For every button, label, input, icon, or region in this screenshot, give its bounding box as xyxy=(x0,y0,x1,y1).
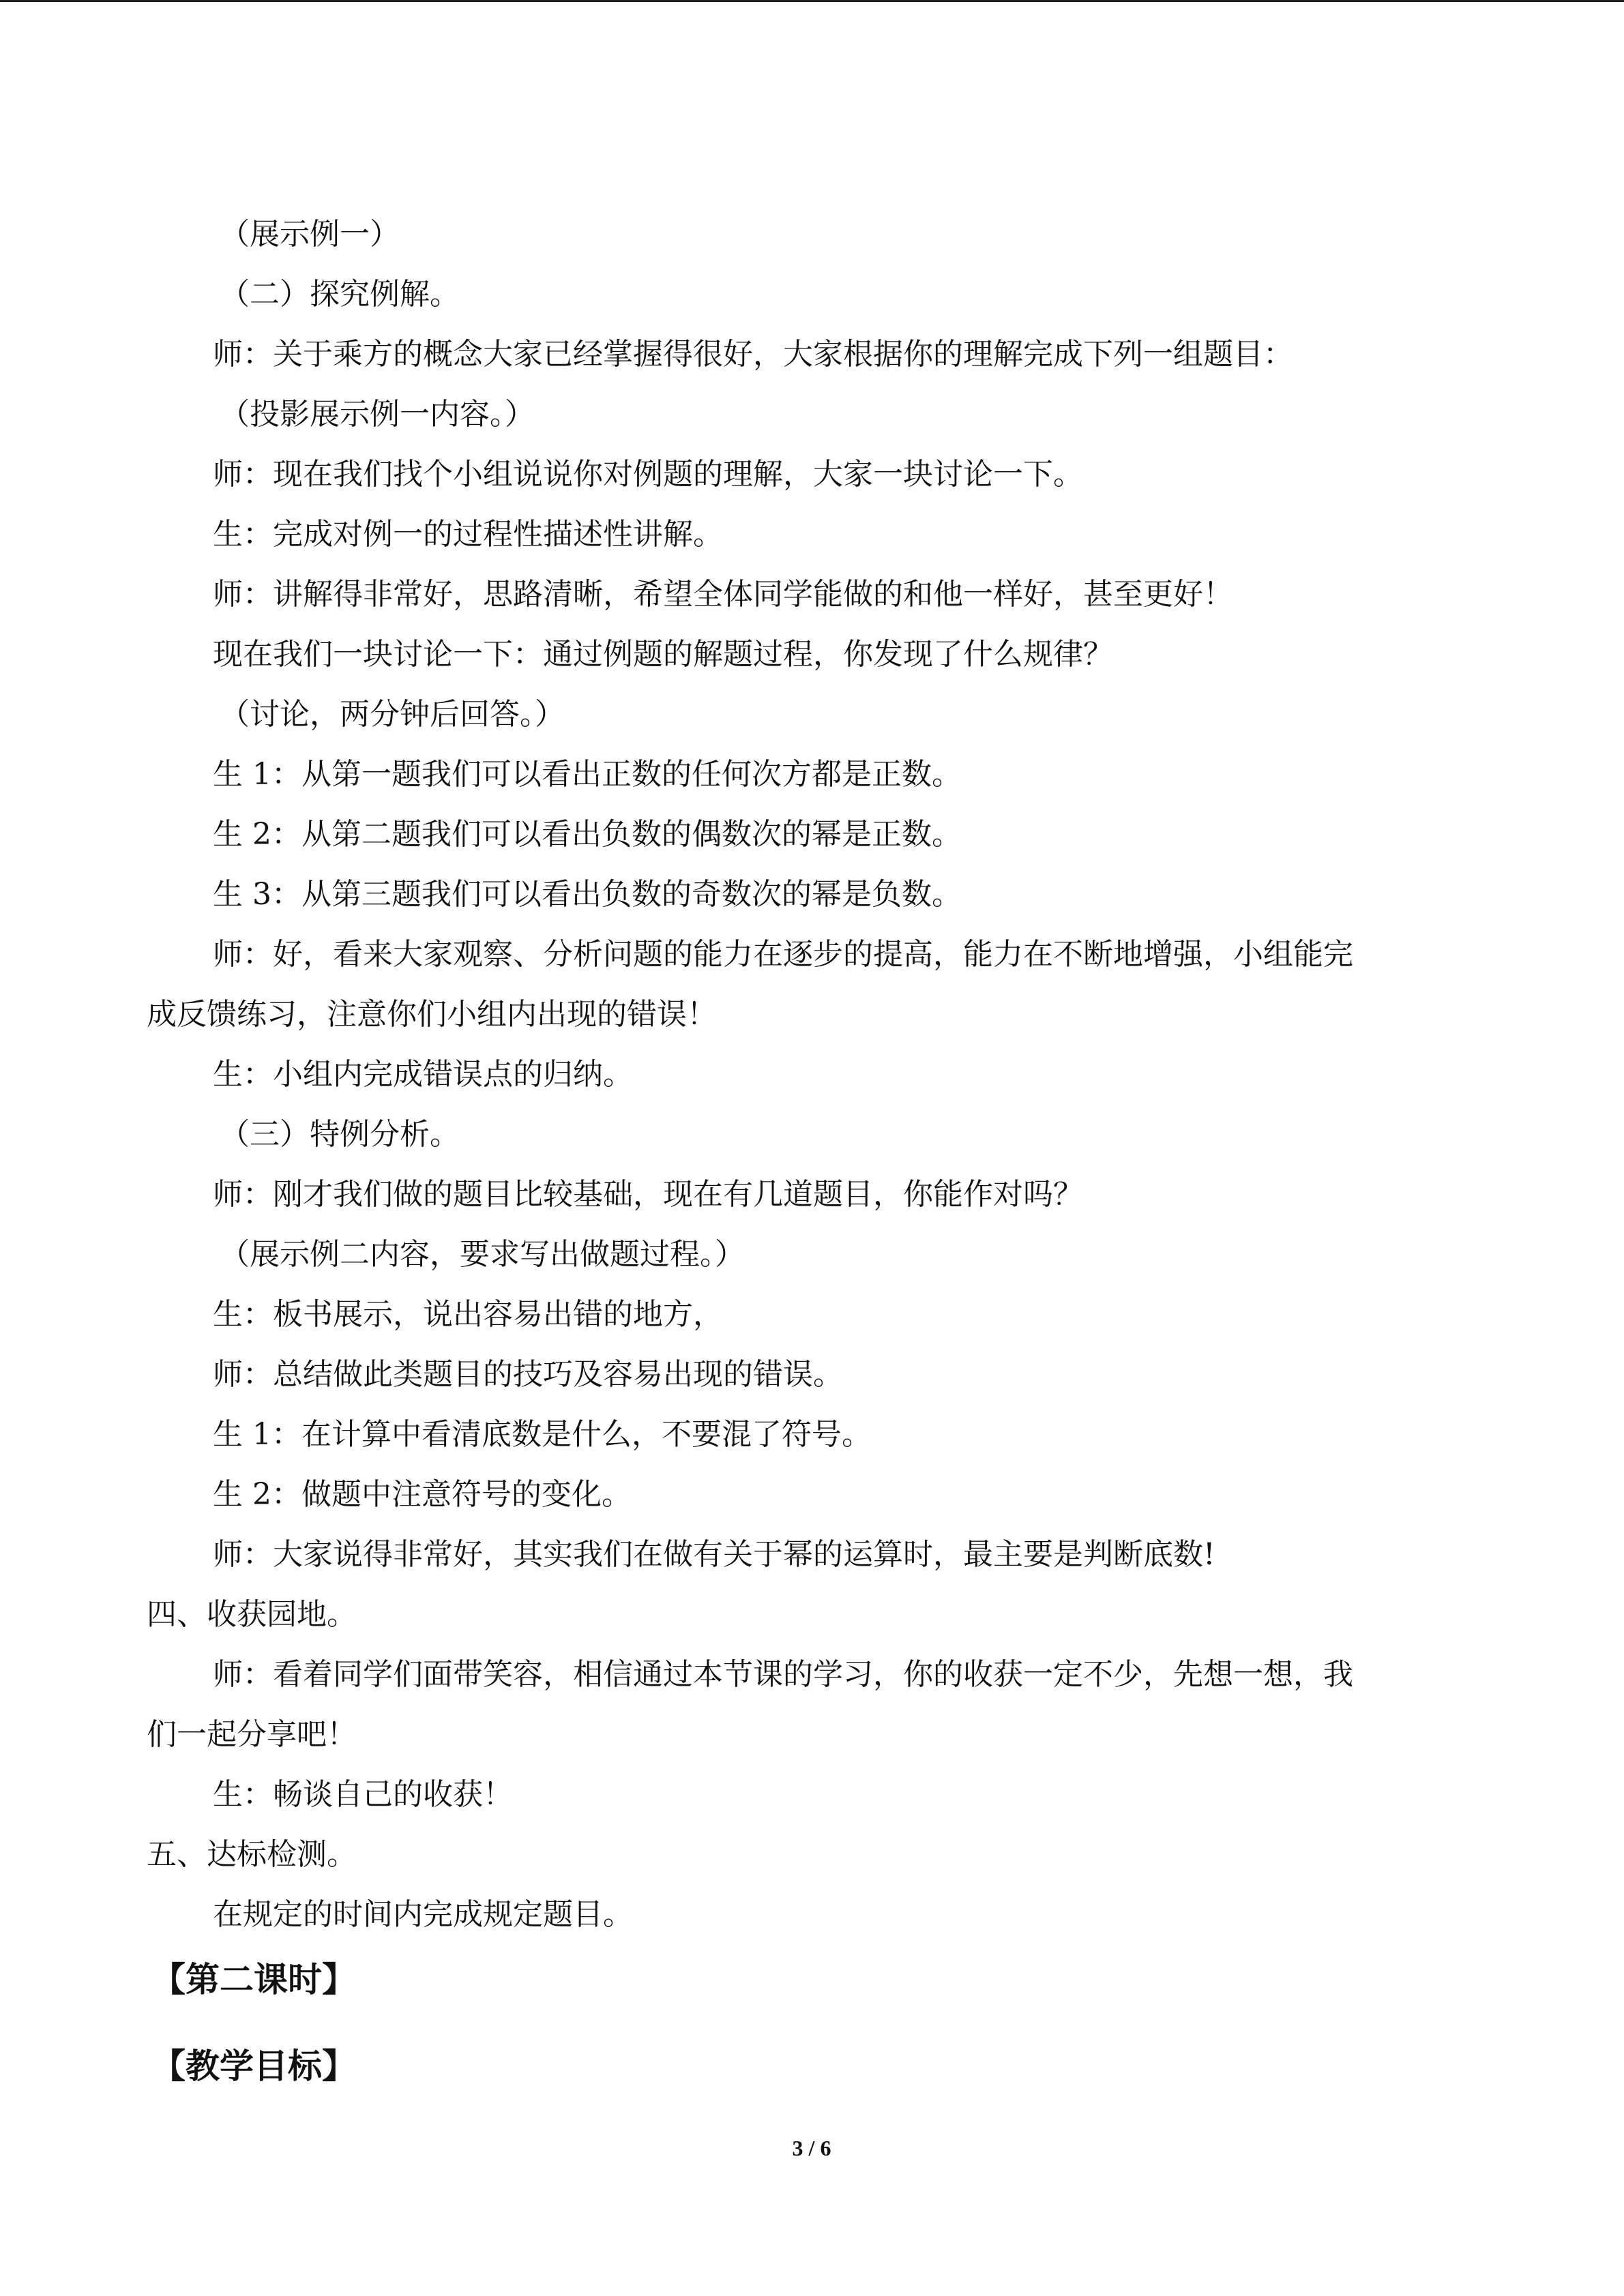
text-line: 们一起分享吧！ xyxy=(147,1717,357,1752)
text-line: （展示例二内容，要求写出做题过程。） xyxy=(220,1237,745,1272)
text-line: （二）探究例解。 xyxy=(220,277,460,312)
text-line: 生 1：在计算中看清底数是什么，不要混了符号。 xyxy=(213,1417,872,1452)
heading-lesson-two: 【第二课时】 xyxy=(151,1960,356,1999)
text-line: （讨论，两分钟后回答。） xyxy=(220,697,565,732)
text-line: （三）特例分析。 xyxy=(220,1117,460,1152)
text-line: 师：讲解得非常好，思路清晰，希望全体同学能做的和他一样好，甚至更好！ xyxy=(213,577,1233,612)
text-line: 成反馈练习，注意你们小组内出现的错误！ xyxy=(147,997,717,1032)
text-line: 生 2：从第二题我们可以看出负数的偶数次的幂是正数。 xyxy=(213,817,962,852)
text-line: 师：现在我们找个小组说说你对例题的理解，大家一块讨论一下。 xyxy=(213,457,1083,492)
text-line: 生 2：做题中注意符号的变化。 xyxy=(213,1477,632,1512)
text-line: 现在我们一块讨论一下：通过例题的解题过程，你发现了什么规律？ xyxy=(213,637,1113,672)
text-line: （投影展示例一内容。） xyxy=(220,397,535,432)
page-number: 3 / 6 xyxy=(792,2136,831,2160)
text-line: 师：好，看来大家观察、分析问题的能力在逐步的提高，能力在不断地增强，小组能完 xyxy=(213,937,1353,972)
section-title: 五、达标检测。 xyxy=(147,1837,357,1872)
top-border xyxy=(0,0,1624,2)
heading-teaching-goals: 【教学目标】 xyxy=(151,2046,356,2086)
text-line: 师：刚才我们做的题目比较基础，现在有几道题目，你能作对吗？ xyxy=(213,1177,1083,1212)
text-line: 师：关于乘方的概念大家已经掌握得很好，大家根据你的理解完成下列一组题目： xyxy=(213,337,1293,372)
text-line: 生：完成对例一的过程性描述性讲解。 xyxy=(213,517,723,552)
text-line: 师：总结做此类题目的技巧及容易出现的错误。 xyxy=(213,1357,843,1392)
text-line: 生：板书展示，说出容易出错的地方， xyxy=(213,1297,723,1332)
text-line: 在规定的时间内完成规定题目。 xyxy=(213,1897,633,1932)
text-line: 师：看着同学们面带笑容，相信通过本节课的学习，你的收获一定不少，先想一想，我 xyxy=(213,1657,1353,1692)
text-line: 生：畅谈自己的收获！ xyxy=(213,1777,513,1812)
text-line: 师：大家说得非常好，其实我们在做有关于幂的运算时，最主要是判断底数! xyxy=(213,1537,1215,1572)
text-line: 生 1：从第一题我们可以看出正数的任何次方都是正数。 xyxy=(213,757,962,792)
section-title: 四、收获园地。 xyxy=(147,1597,357,1632)
text-line: 生：小组内完成错误点的归纳。 xyxy=(213,1057,633,1092)
text-line: （展示例一） xyxy=(220,217,400,252)
text-line: 生 3：从第三题我们可以看出负数的奇数次的幂是负数。 xyxy=(213,877,962,912)
